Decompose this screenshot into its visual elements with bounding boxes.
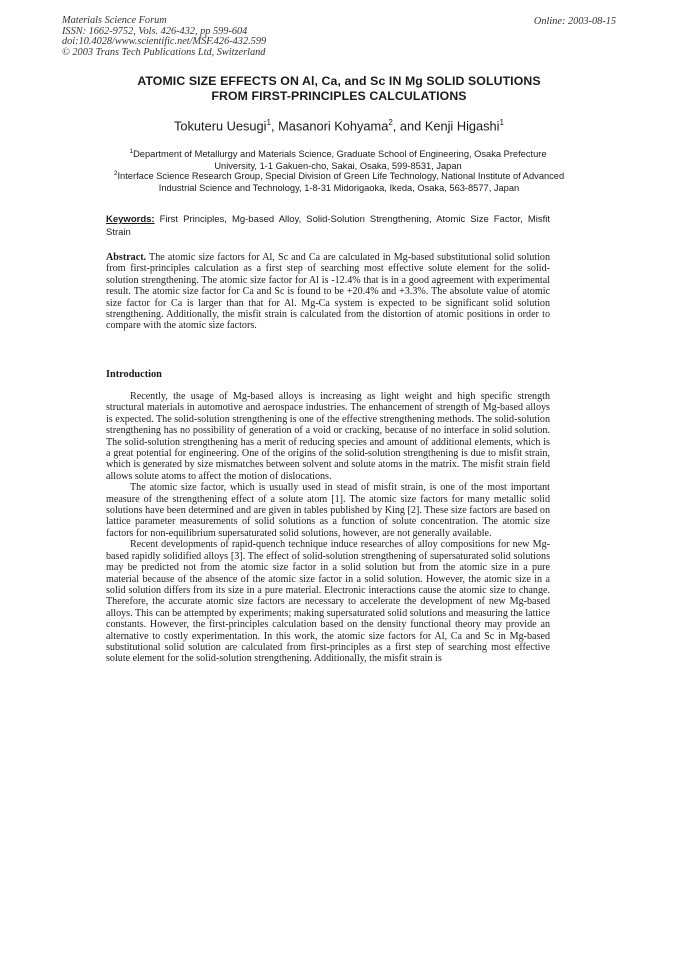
paragraph: Recent developments of rapid-quench technique induce researches of alloy compositions for new Mg-based rapidly solidified alloys [3]. The effect of solid-solution strengthening of supersaturated solid solutions may be predicted not from the atomic size factor in a solid solution but from the atomic size in a pure material because of the absence of the atomic size factor in a solid solution. However, the atomic size in a solid solution differs from its size in a pure material. Electronic interactions cause the atomic size to change. Therefore, the accurate atomic size factors are necessary to accelerate the development of new Mg-based alloys. This can be attempted by experiments; making supersaturated solid solutions and measuring the lattice constants. However, the first-principles calculation based on the density functional theory may provide an alternative to costly experimentation. In this work, the atomic size factors for Al, Ca and Sc in Mg-based substitutional solid solution are calculated from first-principles as a first step of searching most effective solute element for the solid-solution strengthening. Additionally, the misfit strain is <box>106 539 550 665</box>
affiliation-marker: 2 <box>388 118 393 127</box>
introduction-body <box>106 391 550 665</box>
author-separator: , and <box>392 118 425 134</box>
abstract-text: The atomic size factors for Al, Sc and Ca are calculated in Mg-based substitutional solid solution from first-principles calculation as a first step of searching most effective solute element for the solid-solution strengthening. The atomic size factor for Al is -12.4% that is in a good agreement with experimental result. The atomic size factor for Ca and Sc is found to be +20.4% and +3.3%. The absolute value of atomic size factor for Ca is larger than that for Al. Mg-Ca system is expected to be significant solid solution strengthening. Additionally, the misfit strain is calculated from the distortion of atomic positions in order to compare with the atomic size factors. <box>106 252 550 332</box>
online-date: Online: 2003-08-15 <box>533 16 616 27</box>
abstract-block <box>106 252 550 332</box>
affiliation-text: Interface Science Research Group, Special Division of Green Life Technology, National Institute of Advanced Industrial Science and Technology, 1-8-31 Midorigaoka, Ikeda, Osaka, 563-8577, Japan <box>117 171 565 193</box>
affiliation-marker: 1 <box>499 118 504 127</box>
citation-header <box>62 16 266 58</box>
keywords-text: First Principles, Mg-based Alloy, Solid-Solution Strengthening, Atomic Size Factor, Misfit Strain <box>106 214 550 238</box>
affiliation-text: Department of Metallurgy and Materials Science, Graduate School of Engineering, Osaka Prefecture University, 1-1 Gakuen-cho, Sakai, Osaka, 599-8531, Japan <box>133 149 547 171</box>
author-list <box>60 118 618 133</box>
journal-name: Materials Science Forum <box>62 15 167 26</box>
abstract-label: Abstract. <box>106 252 147 263</box>
keywords-label: Keywords: <box>106 214 155 225</box>
author-name: Kenji Higashi <box>424 118 500 134</box>
paragraph: Recently, the usage of Mg-based alloys is increasing as light weight and high specific strength structural materials in automotive and aerospace industries. The enhancement of strength of Mg-based alloys is expected. The solid-solution strengthening is one of the effective strengthening methods. The solid-solution strengthening has no possibility of generation of a void or cracking, because of no interface in solid solution. The solid-solution strengthening has a merit of reducing species and amount of additional elements, which is a great potential for engineering. One of the origins of the solid-solution strengthening is due to misfit strain, which is generated by size mismatches between solvent and solute atoms in the matrix. The misfit strain field allows solute atoms to affect the motion of dislocations. <box>106 391 550 482</box>
doi-link[interactable]: doi:10.4028/www.scientific.net/MSF.426-432.599 <box>62 36 267 48</box>
copyright-line: © 2003 Trans Tech Publications Ltd, Switzerland <box>62 46 266 58</box>
affiliation-marker: 2 <box>113 170 118 177</box>
affiliation-marker: 1 <box>266 118 271 127</box>
author-separator: , <box>270 118 279 134</box>
paper-title <box>100 74 578 103</box>
affiliation-marker: 1 <box>129 148 134 155</box>
affiliation-2 <box>100 168 578 194</box>
author-name: Tokuteru Uesugi <box>174 118 267 134</box>
keywords-block <box>106 214 550 239</box>
issn-line: ISSN: 1662-9752, Vols. 426-432, pp 599-604 <box>62 25 248 37</box>
paragraph: The atomic size factor, which is usually used in stead of misfit strain, is one of the most important measure of the strengthening effect of a solute atom [1]. The atomic size factors for many metallic solid solutions have been determined and are given in tables published by King [2]. These size factors are based on lattice parameter measurements of solid solutions as a function of solute concentration. The atomic size factors for non-equilibrium supersaturated solid solutions, however, are not generally available. <box>106 482 550 539</box>
section-heading: Introduction <box>106 369 162 380</box>
title-line-2: FROM FIRST-PRINCIPLES CALCULATIONS <box>211 88 467 103</box>
title-line-1: ATOMIC SIZE EFFECTS ON Al, Ca, and Sc IN Mg SOLID SOLUTIONS <box>137 74 541 88</box>
author-name: Masanori Kohyama <box>278 118 389 134</box>
